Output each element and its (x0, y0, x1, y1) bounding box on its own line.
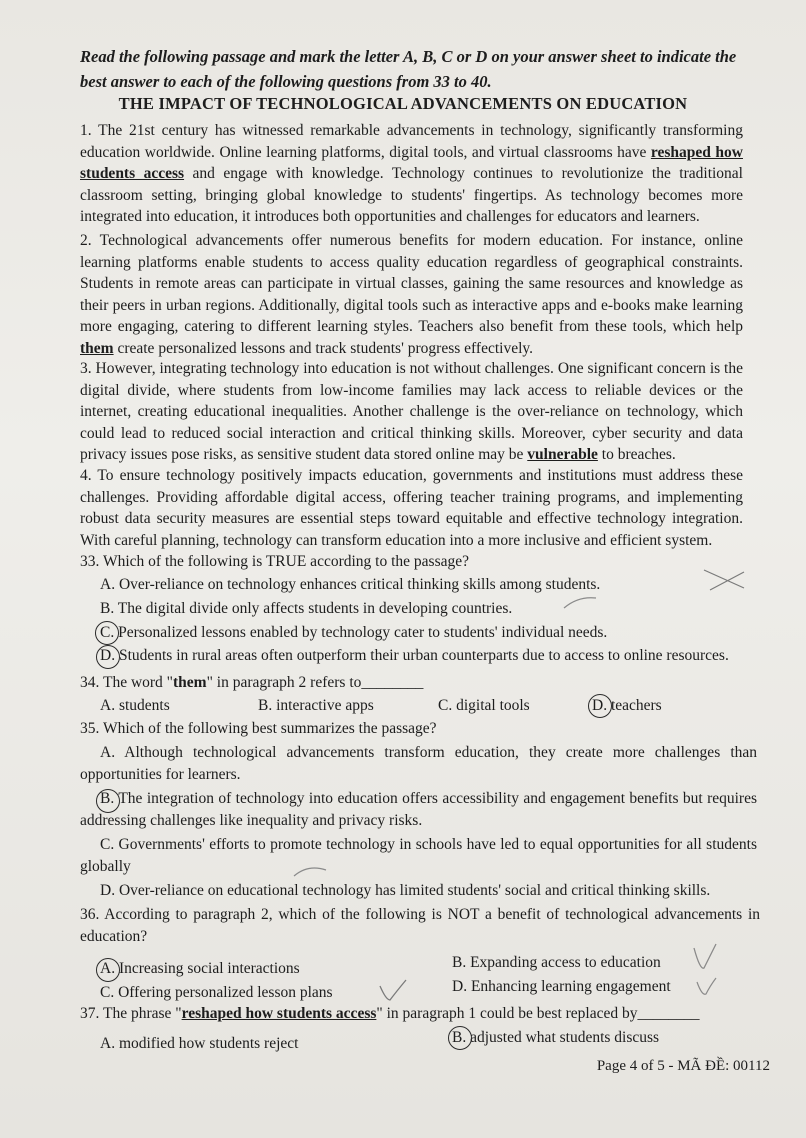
paragraph-2-text-a: 2. Technological advancements offer numerous benefits for modern education. For instance, online learning platforms enable students to access quality education regardless of geographical constraints. Students in remote areas can participate in virtual classes, gaining the same resources and knowledge as their peers in urban regions. Additionally, digital tools such as interactive apps and e-books make learning more engaging, catering to different learning styles. Teachers also benefit from these tools, which help (80, 232, 743, 336)
question-34-option-a[interactable]: A. students (100, 697, 170, 714)
question-34-option-b[interactable]: B. interactive apps (258, 697, 374, 714)
question-37-option-a[interactable]: A. modified how students reject (100, 1035, 299, 1052)
paragraph-1-highlight: reshaped how students access (80, 143, 743, 183)
pencil-stroke-mark (290, 862, 330, 882)
pencil-check-icon (376, 978, 410, 1004)
question-37-stem-phrase: reshaped how students access (181, 1005, 377, 1022)
answer-mark-33c (95, 621, 119, 645)
question-34-option-c[interactable]: C. digital tools (438, 697, 530, 714)
question-34-stem-word: them (173, 674, 207, 691)
paragraph-1-text-b: and engage with knowledge. Technology continues to revolutionize the traditional classroom setting, bringing global knowledge to students' fingertips. As technology becomes more integrated into education, it introduces both opportunities and challenges for educators and learners. (80, 165, 743, 226)
pencil-stroke-mark (560, 592, 600, 614)
paragraph-1 (80, 120, 743, 228)
question-33-option-a[interactable]: A. Over-reliance on technology enhances critical thinking skills among students. (100, 576, 601, 593)
question-33-option-c[interactable]: C. Personalized lessons enabled by technology cater to students' individual needs. (100, 624, 608, 641)
pencil-cross-mark (700, 566, 750, 592)
question-35-option-a[interactable]: A. Although technological advancements transform education, they create more challenges than opportunities for learners. (80, 744, 757, 783)
question-35-option-b[interactable]: B. The integration of technology into education offers accessibility and engagement benefits but requires addressing challenges like inequality and privacy risks. (80, 790, 757, 829)
answer-mark-33d (96, 645, 120, 669)
question-34-stem (80, 672, 760, 694)
paragraph-4: 4. To ensure technology positively impacts education, governments and institutions must address these challenges. Providing affordable digital access, offering teacher training programs, and implementing robust data security measures are essential steps toward equitable and effective technology integration. With careful planning, technology can transform education into a more inclusive and efficient system. (80, 467, 743, 549)
answer-mark-37b (448, 1026, 472, 1050)
question-36-option-a[interactable]: A. Increasing social interactions (100, 960, 300, 977)
question-33-option-b[interactable]: B. The digital divide only affects students in developing countries. (100, 600, 513, 617)
paragraph-2 (80, 230, 743, 360)
question-33-option-d[interactable]: D. Students in rural areas often outperform their urban counterparts due to access to online resources. (100, 647, 729, 664)
question-37-option-b[interactable]: B. adjusted what students discuss (452, 1029, 660, 1046)
question-34-stem-b: " in paragraph 2 refers to________ (206, 674, 424, 691)
question-34-option-d[interactable]: D. teachers (592, 697, 662, 714)
question-37-stem-b: " in paragraph 1 could be best replaced by________ (376, 1005, 700, 1022)
question-37-stem (80, 1003, 760, 1025)
answer-mark-36a (96, 958, 120, 982)
question-37-stem-a: 37. The phrase " (80, 1005, 182, 1022)
question-36-option-d[interactable]: D. Enhancing learning engagement (452, 978, 671, 995)
page-footer: Page 4 of 5 - MÃ ĐỀ: 00112 (596, 1058, 770, 1074)
question-35-option-c[interactable]: C. Governments' efforts to promote technology in schools have led to equal opportunities for all students globally (80, 836, 757, 875)
paragraph-1-text-a: 1. The 21st century has witnessed remarkable advancements in technology, significantly transforming education worldwide. Online learning platforms, digital tools, and virtual classrooms have (80, 122, 743, 161)
paragraph-2-highlight: them (80, 339, 114, 357)
passage-title: THE IMPACT OF TECHNOLOGICAL ADVANCEMENTS ON EDUCATION (118, 94, 688, 113)
question-35-stem: 35. Which of the following best summarizes the passage? (80, 720, 437, 737)
paragraph-3-text-a: 3. However, integrating technology into education is not without challenges. One significant concern is the digital divide, where students from low-income families may lack access to reliable devices or the internet, creating educational inequalities. Another challenge is the over-reliance on technology, which could lead to reduced social interaction and critical thinking skills. Moreover, cyber security and data privacy issues pose risks, as sensitive student data stored online may be (80, 360, 743, 464)
paragraph-3-text-b: to breaches. (597, 446, 676, 464)
answer-mark-34d (588, 694, 612, 718)
question-36-stem: 36. According to paragraph 2, which of the following is NOT a benefit of technological advancements in education? (80, 906, 760, 945)
question-35-option-d[interactable]: D. Over-reliance on educational technology has limited students' social and critical thinking skills. (100, 882, 711, 899)
instruction-text: Read the following passage and mark the letter A, B, C or D on your answer sheet to indicate the best answer to each of the following questions from 33 to 40. (80, 47, 737, 91)
answer-mark-35b (96, 789, 120, 813)
paragraph-3 (80, 358, 743, 466)
paragraph-2-text-b: create personalized lessons and track students' progress effectively. (113, 339, 533, 357)
pencil-check-icon (694, 974, 720, 1000)
pencil-check-icon (690, 940, 720, 974)
question-33-stem: 33. Which of the following is TRUE according to the passage? (80, 553, 469, 570)
paragraph-3-highlight: vulnerable (527, 446, 598, 464)
question-36-option-b[interactable]: B. Expanding access to education (452, 954, 661, 971)
question-34-stem-a: 34. The word " (80, 674, 173, 691)
question-36-option-c[interactable]: C. Offering personalized lesson plans (100, 984, 333, 1001)
